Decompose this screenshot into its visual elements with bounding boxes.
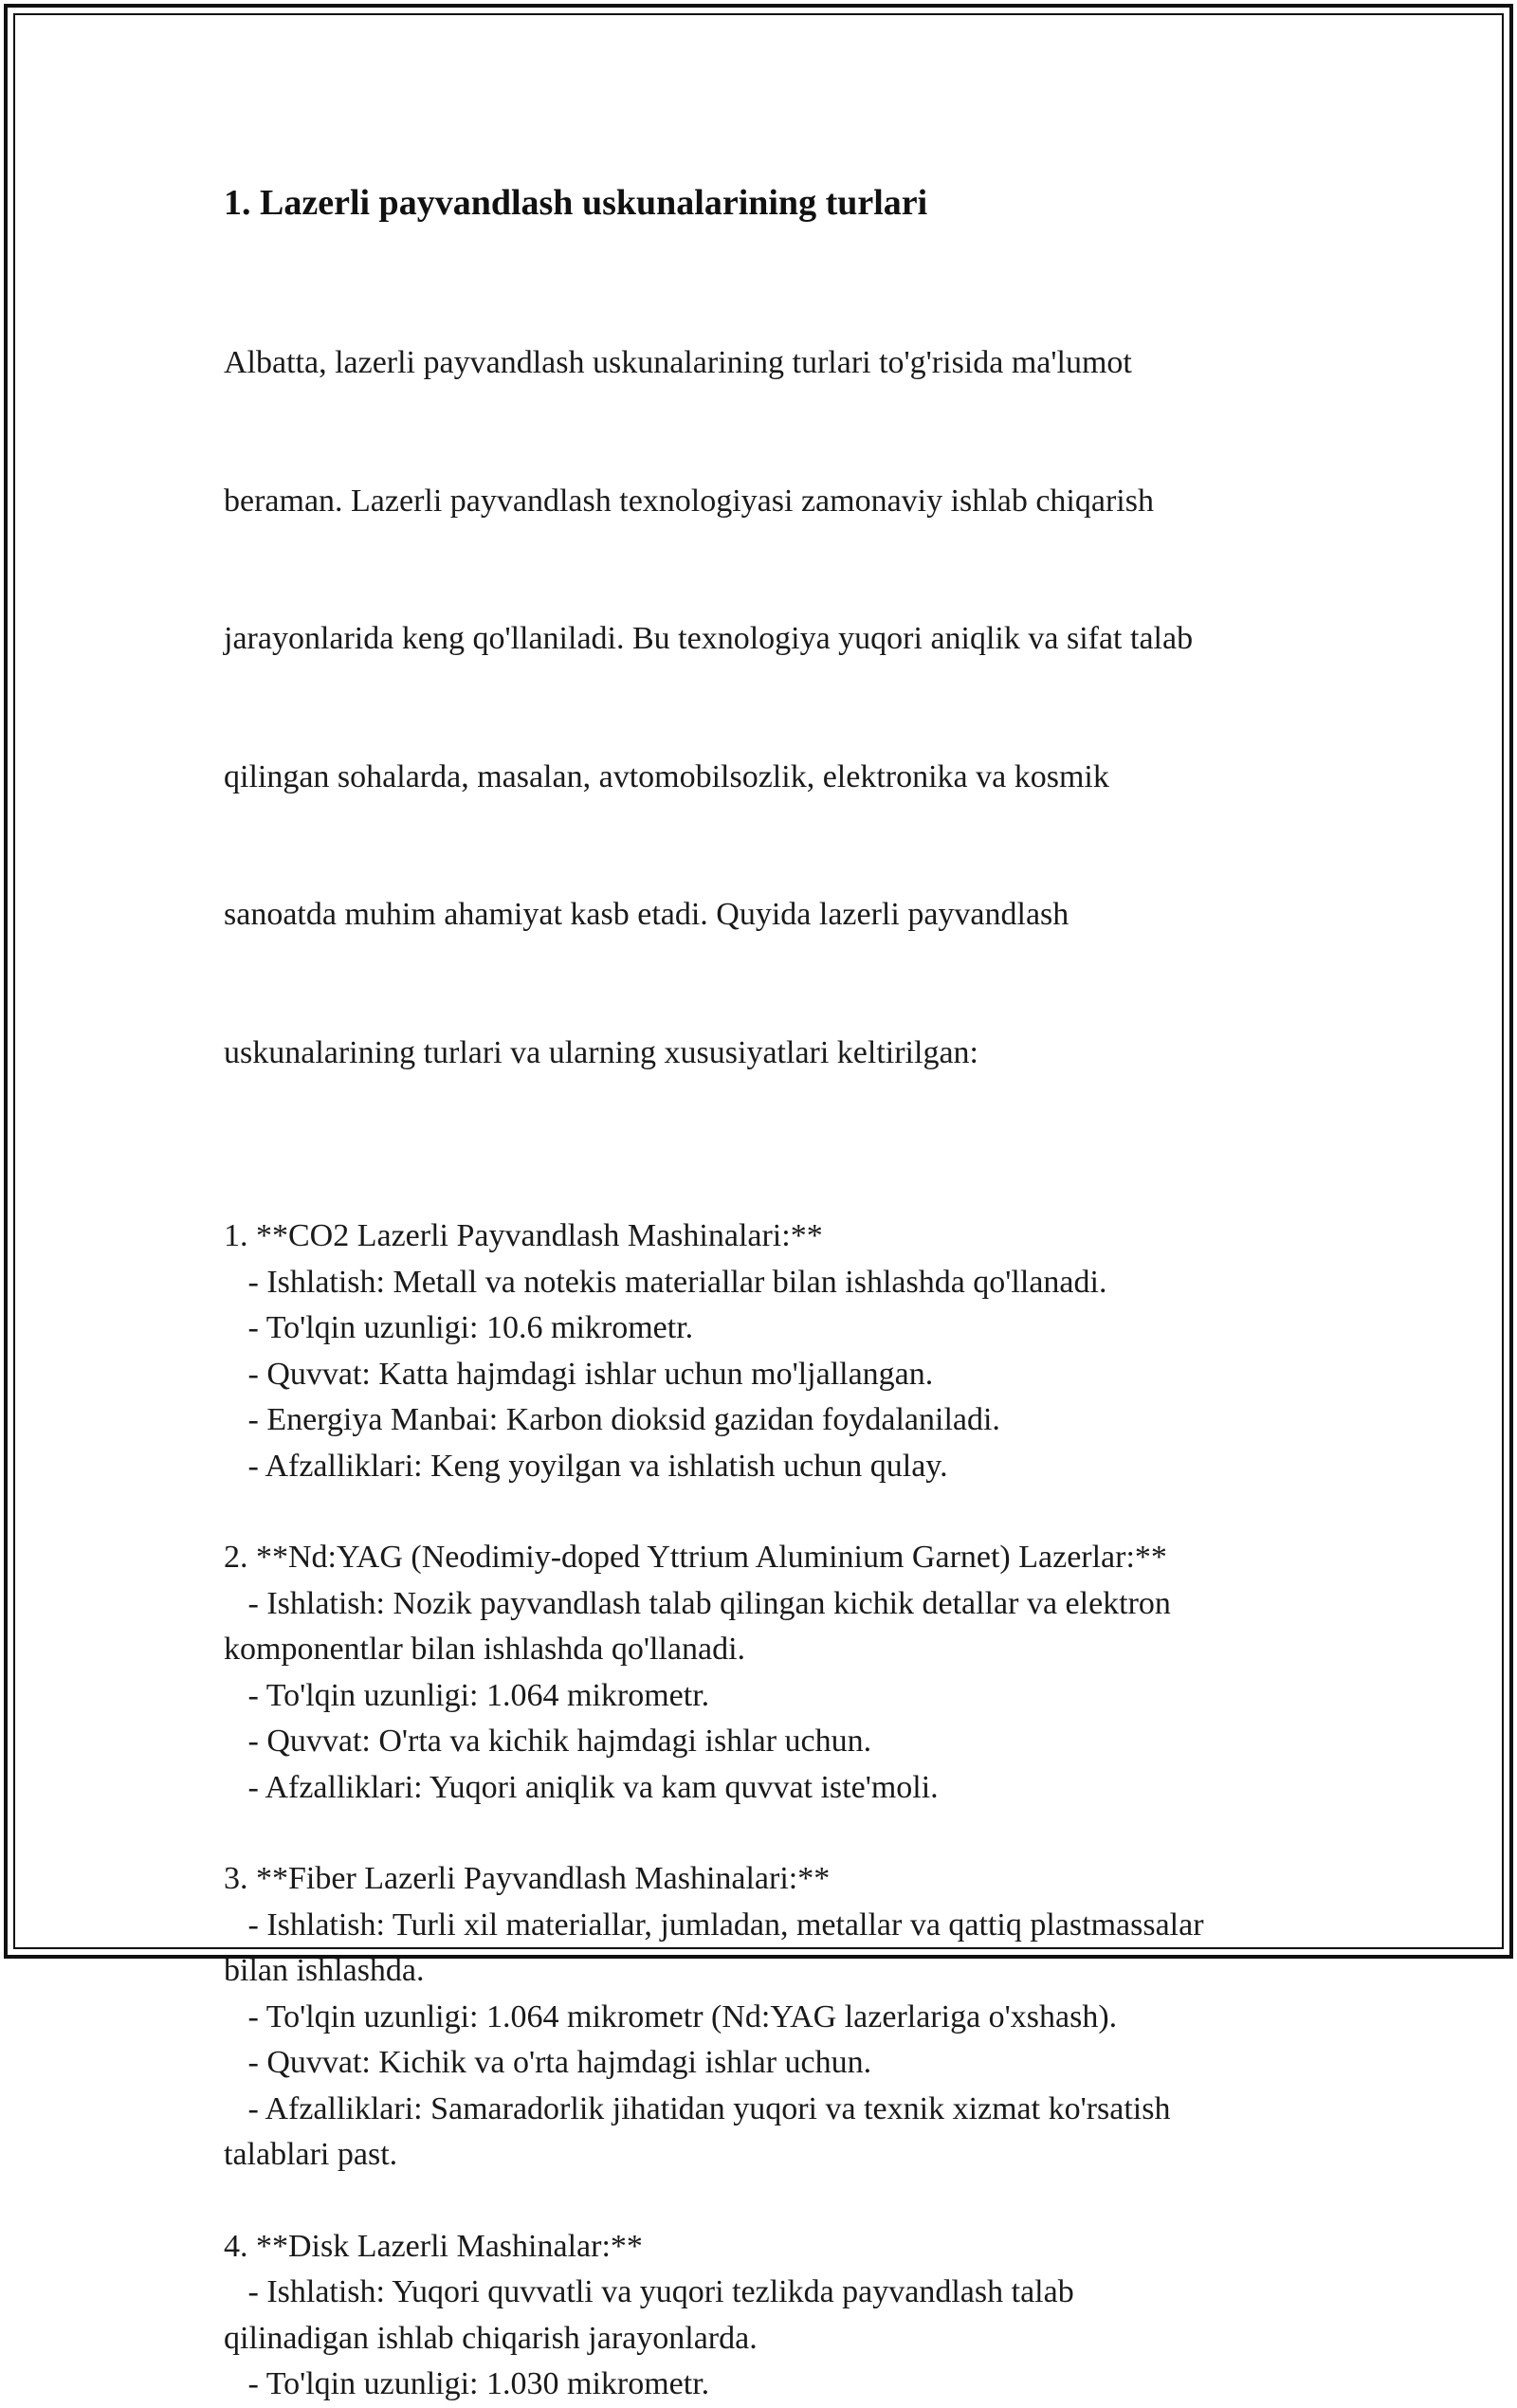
list-item-detail: - To'lqin uzunligi: 1.030 mikrometr. [224, 2366, 710, 2401]
list-item-detail: - Ishlatish: Yuqori quvvatli va yuqori tezlikda payvandlash talab [224, 2274, 1074, 2309]
intro-line: jarayonlarida keng qo'llaniladi. Bu texnologiya yuqori aniqlik va sifat talab [224, 621, 1194, 656]
list-item-title: 1. **CO2 Lazerli Payvandlash Mashinalari:** [224, 1218, 823, 1253]
list-item-title: 4. **Disk Lazerli Mashinalar:** [224, 2228, 643, 2264]
list-item-co2-lasers [224, 1213, 1305, 1489]
intro-line: qilingan sohalarda, masalan, avtomobilsozlik, elektronika va kosmik [224, 758, 1109, 794]
list-item-detail: - Ishlatish: Nozik payvandlash talab qilingan kichik detallar va elektron [224, 1585, 1171, 1621]
intro-line: Albatta, lazerli payvandlash uskunalarining turlari to'g'risida ma'lumot [224, 345, 1132, 380]
list-item-detail: - Afzalliklari: Keng yoyilgan va ishlatish uchun qulay. [224, 1448, 948, 1484]
document-body [224, 176, 1305, 2408]
list-item-detail: qilinadigan ishlab chiqarish jarayonlarda. [224, 2320, 758, 2356]
list-item-detail: - Afzalliklari: Yuqori aniqlik va kam quvvat iste'moli. [224, 1769, 939, 1805]
intro-line: beraman. Lazerli payvandlash texnologiyasi zamonaviy ishlab chiqarish [224, 483, 1154, 519]
list-item-detail: - Afzalliklari: Samaradorlik jihatidan yuqori va texnik xizmat ko'rsatish [224, 2090, 1171, 2126]
list-item-detail: bilan ishlashda. [224, 1953, 425, 1988]
list-item-detail: - Energiya Manbai: Karbon dioksid gazidan foydalaniladi. [224, 1402, 1000, 1437]
list-item-detail: - Quvvat: Katta hajmdagi ishlar uchun mo'ljallangan. [224, 1356, 934, 1392]
intro-paragraph [224, 248, 1305, 1168]
list-item-title: 2. **Nd:YAG (Neodimiy-doped Yttrium Aluminium Garnet) Lazerlar:** [224, 1540, 1167, 1575]
list-item-detail: - Ishlatish: Metall va notekis materiallar bilan ishlashda qo'llanadi. [224, 1264, 1107, 1300]
list-item-detail: - To'lqin uzunligi: 1.064 mikrometr (Nd:YAG lazerlariga o'xshash). [224, 1998, 1118, 2034]
list-item-disk-lasers [224, 2224, 1305, 2408]
section-heading: 1. Lazerli payvandlash uskunalarining turlari [224, 183, 928, 223]
intro-line: uskunalarining turlari va ularning xususiyatlari keltirilgan: [224, 1034, 978, 1070]
list-item-detail: komponentlar bilan ishlashda qo'llanadi. [224, 1632, 746, 1667]
list-item-detail: - To'lqin uzunligi: 10.6 mikrometr. [224, 1310, 694, 1345]
list-item-detail: - Quvvat: Kichik va o'rta hajmdagi ishlar uchun. [224, 2045, 872, 2080]
list-item-detail: - Quvvat: O'rta va kichik hajmdagi ishlar uchun. [224, 1724, 872, 1759]
list-item-title: 3. **Fiber Lazerli Payvandlash Mashinalari:** [224, 1861, 831, 1896]
list-item-detail: talablari past. [224, 2137, 398, 2172]
intro-line: sanoatda muhim ahamiyat kasb etadi. Quyida lazerli payvandlash [224, 897, 1069, 932]
list-item-detail: - To'lqin uzunligi: 1.064 mikrometr. [224, 1677, 710, 1713]
list-item-fiber-lasers [224, 1856, 1305, 2179]
list-item-ndyag-lasers [224, 1535, 1305, 1811]
list-item-detail: - Ishlatish: Turli xil materiallar, jumladan, metallar va qattiq plastmassalar [224, 1906, 1204, 1943]
